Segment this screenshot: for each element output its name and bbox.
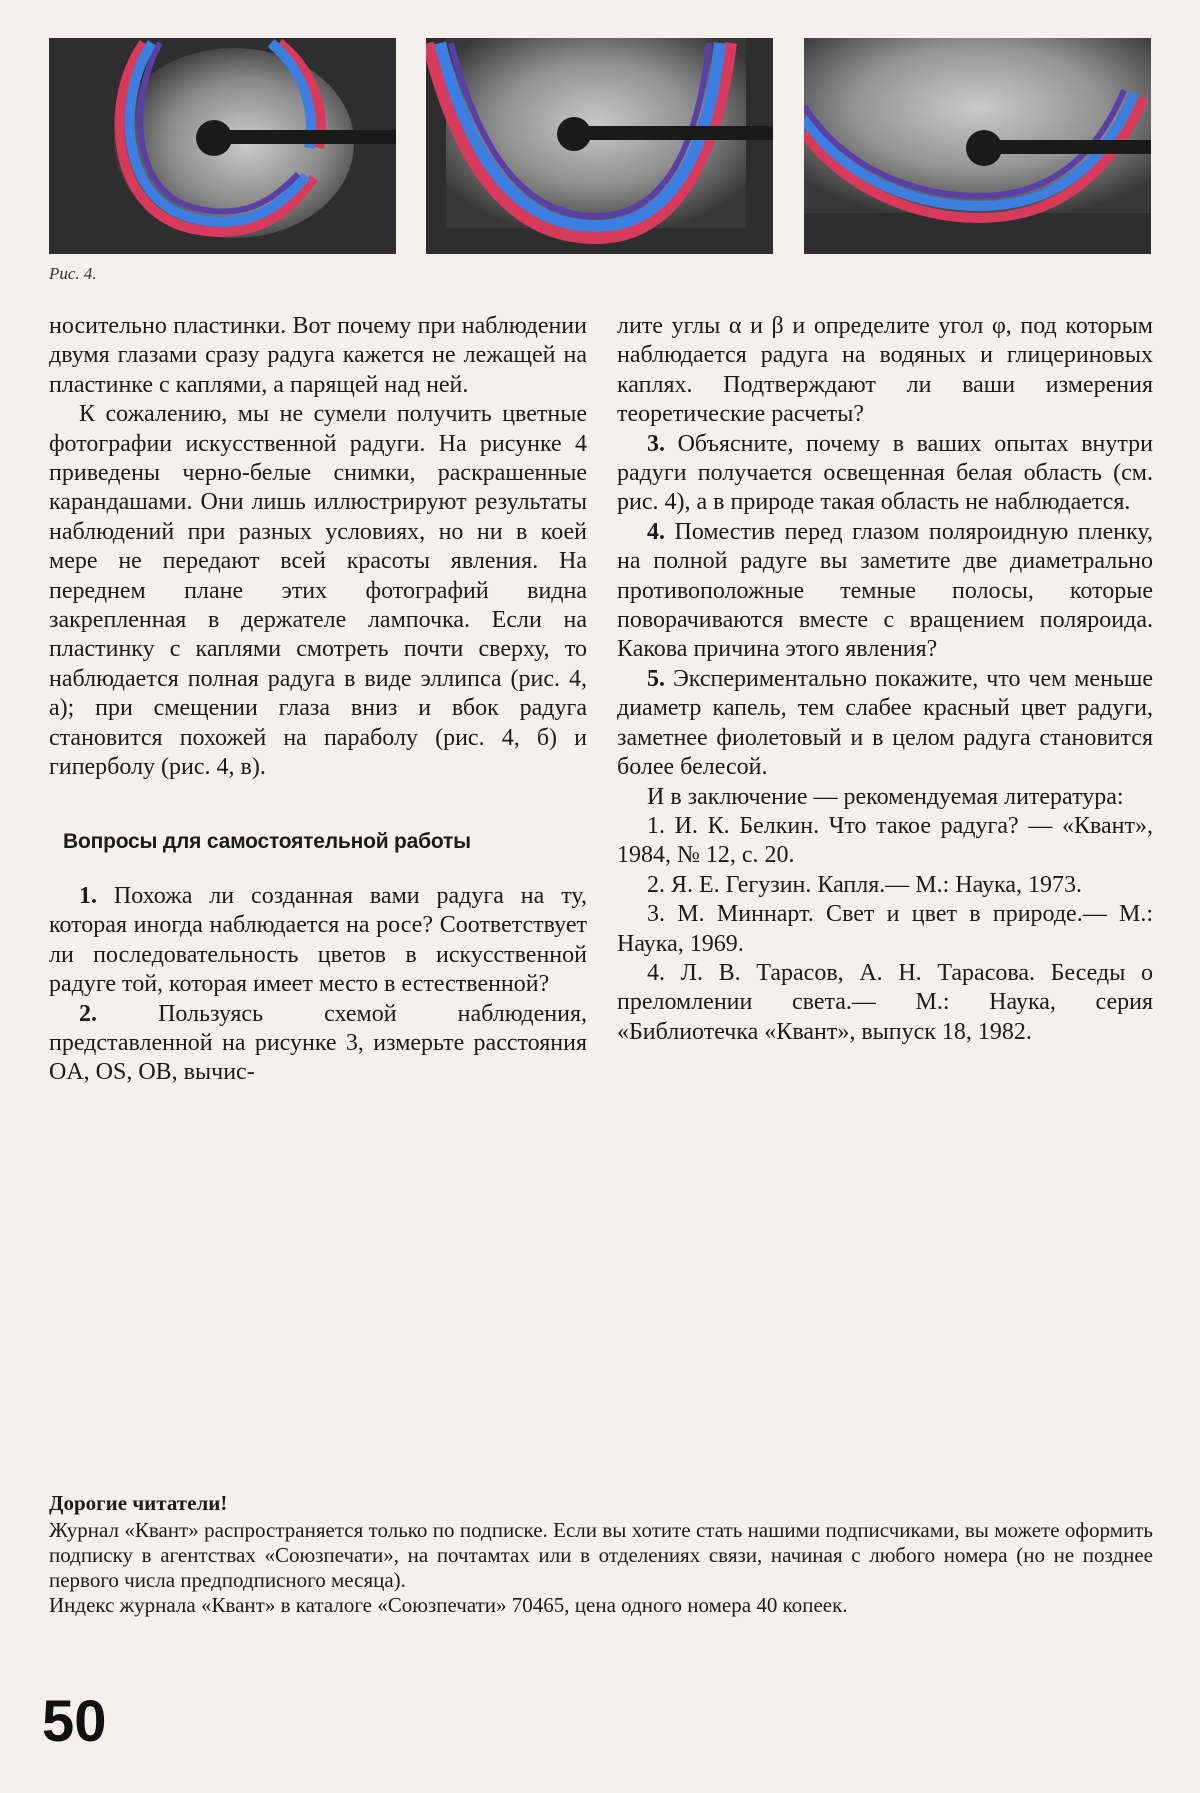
- paragraph-photos: К сожалению, мы не сумели получить цветные фотографии искусственной радуги. На рисунке 4 приведены черно-белые снимки, раскрашенные карандашами. Они лишь иллюстрируют результаты наблюдений при разных условиях, но ни в коей мере не передают всей красоты явления. На переднем плане этих фотографий видна закрепленная в держателе лампочка. Если на пластинку с каплями смотреть почти сверху, то наблюдается полная радуга в виде эллипса (рис. 4, а); при смещении глаза вниз и вбок радуга становится похожей на параболу (рис. 4, б) и гиперболу (рис. 4, в).: [49, 401, 587, 781]
- literature-intro: И в заключение — рекомендуемая литература:: [647, 783, 1124, 810]
- question-text: Экспериментально покажите, что чем меньше диаметр капель, тем слабее красный цвет радуги, заметнее фиолетовый и в целом радуга становится более белесой.: [617, 665, 1154, 781]
- rainbow-ellipse-image: [49, 38, 396, 254]
- question-text: Похожа ли созданная вами радуга на ту, которая иногда наблюдается на росе? Соответствует ли последовательность цветов в искусственной радуге той, которая имеет место в естественной?: [49, 882, 587, 998]
- subscription-notice: [49, 1491, 1153, 1618]
- page-number: 50: [42, 1689, 107, 1754]
- notice-title: Дорогие читатели!: [49, 1491, 228, 1515]
- notice-paragraph: Индекс журнала «Квант» в каталоге «Союзпечати» 70465, цена одного номера 40 копеек.: [49, 1593, 848, 1617]
- photo-a-ellipse-rainbow: [49, 38, 396, 254]
- right-column: [617, 312, 1153, 1047]
- reference-item: 1. И. К. Белкин. Что такое радуга? — «Квант», 1984, № 12, с. 20.: [617, 812, 1153, 869]
- question-number: 4.: [647, 518, 665, 545]
- question-text: Поместив перед глазом поляроидную пленку, на полной радуге вы заметите две диаметрально противоположные темные полосы, которые поворачиваются вместе с вращением поляроида. Какова причина этого явления?: [617, 518, 1153, 663]
- reference-item: 4. Л. В. Тарасов, А. Н. Тарасова. Беседы о преломлении света.— М.: Наука, серия «Библиотечка «Квант», выпуск 18, 1982.: [617, 959, 1153, 1045]
- left-column: [49, 312, 587, 1088]
- reference-item: 3. М. Миннарт. Свет и цвет в природе.— М.: Наука, 1969.: [617, 901, 1153, 957]
- rainbow-parabola-image: [426, 38, 773, 254]
- question-number: 5.: [647, 665, 665, 692]
- rainbow-hyperbola-image: [804, 38, 1151, 254]
- photo-b-parabola-rainbow: [426, 38, 773, 254]
- paragraph-continuation: носительно пластинки. Вот почему при наблюдении двумя глазами сразу радуга кажется не лежащей на пластинке с каплями, а парящей над ней.: [49, 313, 587, 398]
- question-1: [49, 882, 587, 1000]
- question-number: 3.: [647, 430, 665, 457]
- question-3: [617, 430, 1153, 518]
- questions-heading: Вопросы для самостоятельной работы: [63, 829, 471, 853]
- question-number: 1.: [79, 882, 97, 909]
- question-5: [617, 665, 1153, 783]
- figure-caption: Рис. 4.: [49, 264, 97, 283]
- photo-c-hyperbola-rainbow: [804, 38, 1151, 254]
- notice-paragraph: Журнал «Квант» распространяется только по подписке. Если вы хотите стать нашими подписчиками, вы можете оформить подписку в агентствах «Союзпечати», на почтамтах или в отделениях связи, начиная с любого номера (но не позднее первого числа предподписного месяца).: [49, 1518, 1153, 1592]
- figure-4: [49, 38, 1151, 254]
- question-2-continuation: лите углы α и β и определите угол φ, под которым наблюдается радуга на водяных и глицериновых каплях. Подтверждают ли ваши измерения теоретические расчеты?: [617, 313, 1153, 428]
- question-text: Объясните, почему в ваших опытах внутри радуги получается освещенная белая область (см. рис. 4), а в природе такая область не наблюдается.: [617, 430, 1153, 516]
- reference-item: 2. Я. Е. Гегузин. Капля.— М.: Наука, 1973.: [647, 871, 1082, 898]
- question-text: Пользуясь схемой наблюдения, представленной на рисунке 3, измерьте расстояния OA, OS, OB, вычис-: [49, 1000, 587, 1086]
- question-4: [617, 518, 1153, 665]
- question-number: 2.: [79, 1000, 97, 1027]
- question-2: [49, 1000, 587, 1088]
